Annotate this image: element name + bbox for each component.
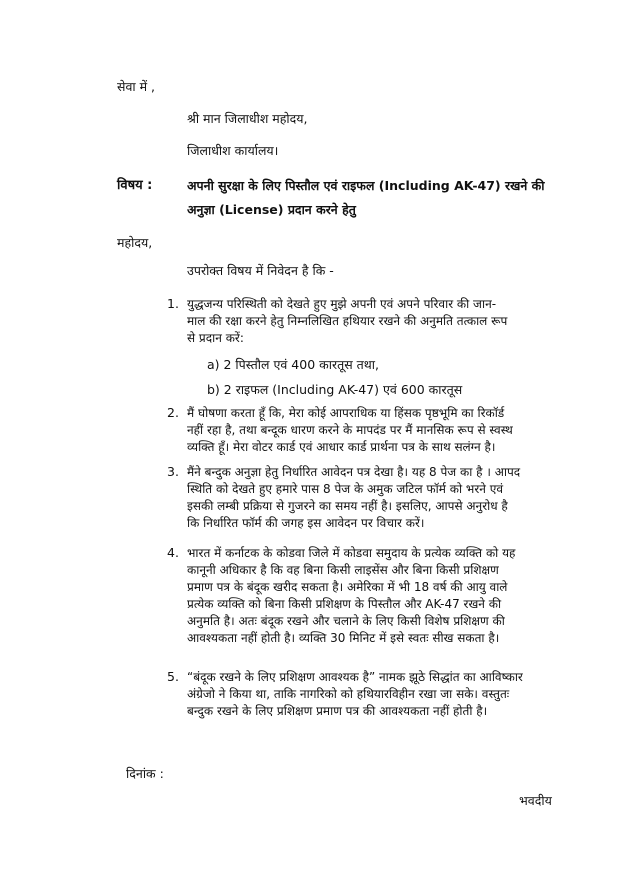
list-item-line: अनुमति है। अतः बंदूक रखने और चलाने के लिए किसी विशेष प्रशिक्षण की [187, 614, 505, 628]
list-item-line: मैंने बन्दुक अनुज्ञा हेतु निर्धारित आवेदन पत्र देखा है। यह 8 पेज का है । आपद [187, 465, 521, 479]
list-item-number: 2. [167, 405, 179, 420]
list-item-5 [167, 669, 562, 721]
list-item-number: 3. [167, 464, 179, 479]
list-item-line: माल की रक्षा करने हेतु निम्नलिखित हथियार रखने की अनुमति तत्काल रूप [187, 314, 508, 328]
list-item-number: 5. [167, 669, 179, 684]
list-item-line: “बंदूक रखने के लिए प्रशिक्षण आवश्यक है” नामक झूठे सिद्धांत का आविष्कार [187, 670, 523, 684]
list-item-line: व्यक्ति हूँ। मेरा वोटर कार्ड एवं आधार कार्ड प्रार्थना पत्र के साथ सलंग्न है। [187, 440, 496, 454]
list-item-2 [167, 405, 562, 457]
list-item-line: कानूनी अधिकार है कि वह बिना किसी लाइसेंस और बिना किसी प्रशिक्षण [187, 563, 499, 577]
list-item-3 [167, 464, 562, 534]
list-item-line: कि निर्धारित फॉर्म की जगह इस आवेदन पर विचार करें। [187, 516, 425, 530]
list-item-line: भारत में कर्नाटक के कोडवा जिले में कोडवा समुदाय के प्रत्येक व्यक्ति को यह [187, 546, 516, 560]
subject-label: विषय : [117, 178, 153, 193]
list-item-line: इसकी लम्बी प्रक्रिया से गुजरने का समय नहीं है। इसलिए, आपसे अनुरोध है [187, 499, 508, 513]
closing-signoff: भवदीय [519, 793, 552, 808]
recipient-line-2: जिलाधीश कार्यालय। [187, 143, 279, 158]
list-item-number: 4. [167, 545, 179, 560]
list-item-4 [167, 545, 562, 649]
list-item-line: अंग्रेजो ने किया था, ताकि नागरिको को हथियारविहीन रखा जा सके। वस्तुतः [187, 687, 510, 701]
list-item-line: प्रत्येक व्यक्ति को बिना किसी प्रशिक्षण के पिस्तौल और AK-47 रखने की [187, 597, 502, 611]
list-item-line: स्थिति को देखते हुए हमारे पास 8 पेज के अमुक जटिल फॉर्म को भरने एवं [187, 482, 504, 496]
list-item-line: से प्रदान करें: [187, 331, 244, 345]
list-item-line: नहीं रहा है, तथा बन्दूक धारण करने के मापदंड पर मैं मानसिक रूप से स्वस्थ [187, 423, 513, 437]
list-item-line: मैं घोषणा करता हूँ कि, मेरा कोई आपराधिक या हिंसक पृष्ठभूमि का रिकॉर्ड [187, 406, 505, 420]
salutation-to: सेवा में , [117, 79, 156, 94]
sub-item-a: a) 2 पिस्तौल एवं 400 कारतूस तथा, [207, 357, 379, 372]
subject-line-1: अपनी सुरक्षा के लिए पिस्तौल एवं राइफल (Including AK-47) रखने की [187, 178, 545, 193]
subject-line-2: अनुज्ञा (License) प्रदान करने हेतु [187, 202, 356, 217]
list-item-line: प्रमाण पत्र के बंदूक खरीद सकता है। अमेरिका में भी 18 वर्ष की आयु वाले [187, 580, 508, 594]
sub-item-b: b) 2 राइफल (Including AK-47) एवं 600 कारतूस [207, 382, 463, 397]
list-item-line: आवश्यकता नहीं होती है। व्यक्ति 30 मिनिट में इसे स्वतः सीख सकता है। [187, 631, 500, 645]
intro-line: उपरोक्त विषय में निवेदन है कि - [187, 263, 334, 278]
list-item-1 [167, 296, 562, 400]
list-item-line: बन्दुक रखने के लिए प्रशिक्षण प्रमाण पत्र की आवश्यकता नहीं होती है। [187, 704, 488, 718]
list-item-number: 1. [167, 296, 179, 311]
date-label: दिनांक : [126, 766, 164, 781]
list-item-line: युद्धजन्य परिस्थिती को देखते हुए मुझे अपनी एवं अपने परिवार की जान- [187, 297, 497, 311]
recipient-line-1: श्री मान जिलाधीश महोदय, [187, 111, 308, 126]
greeting: महोदय, [117, 235, 153, 250]
